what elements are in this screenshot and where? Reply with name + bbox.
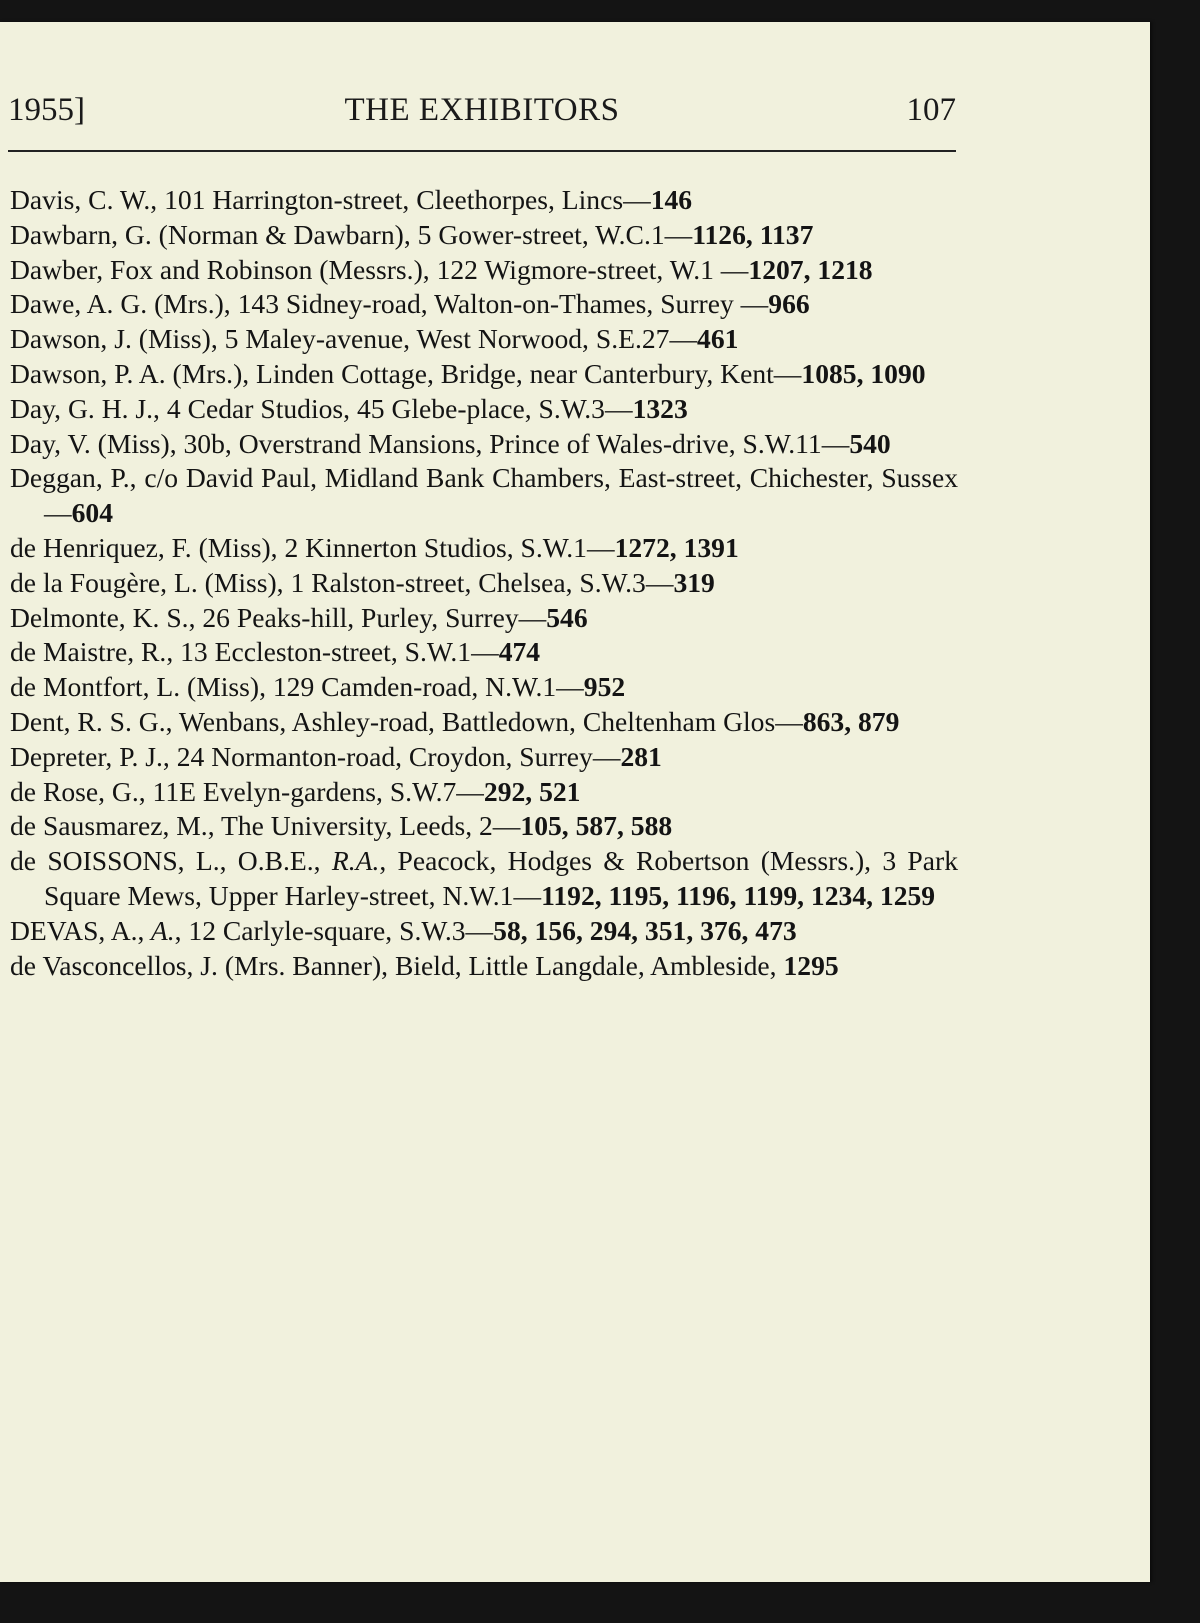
- exhibitor-entry: [10, 809, 958, 844]
- entry-name: de la Fougère, L. (Miss),: [10, 566, 284, 598]
- entry-address: 2 Kinnerton Studios, S.W.1—: [277, 531, 615, 563]
- entry-name: Dawson, J. (Miss),: [10, 323, 218, 355]
- entry-address: c/o David Paul, Midland Bank Chambers, East-street, Chichester, Sussex—: [44, 462, 958, 529]
- exhibitor-entry: [10, 322, 958, 357]
- exhibitor-entry: [10, 183, 958, 218]
- entry-name: Dawson, P. A. (Mrs.),: [10, 357, 250, 389]
- entry-address: 26 Peaks-hill, Purley, Surrey—: [195, 601, 547, 633]
- entry-numbers: 461: [697, 323, 739, 355]
- exhibitor-entry: [10, 357, 958, 392]
- header-rule: [8, 150, 956, 152]
- entry-address: 11E Evelyn-gardens, S.W.7—: [145, 775, 484, 807]
- entry-name: Davis, C. W.,: [10, 184, 158, 215]
- entry-address: The University, Leeds, 2—: [214, 810, 521, 842]
- entry-name: DEVAS, A.,: [10, 914, 145, 946]
- entry-address: 4 Cedar Studios, 45 Glebe-place, S.W.3—: [159, 392, 633, 424]
- entry-name: de Henriquez, F. (Miss),: [10, 531, 278, 563]
- entry-numbers: 105, 587, 588: [520, 810, 673, 842]
- entry-numbers: 474: [498, 636, 541, 668]
- entry-numbers: 281: [620, 740, 662, 772]
- exhibitor-entry: [10, 740, 958, 775]
- exhibitor-entry: [10, 461, 958, 531]
- entry-address: , 12 Carlyle-square, S.W.3—: [174, 914, 494, 946]
- exhibitor-entry: [10, 218, 958, 253]
- entry-name: de Vasconcellos, J.: [10, 949, 218, 981]
- entry-numbers: 1126, 1137: [692, 218, 814, 250]
- exhibitor-entry: [10, 253, 958, 288]
- entry-name: Deggan, P.,: [10, 462, 137, 494]
- entry-numbers: 1295: [783, 949, 839, 981]
- entry-address: Linden Cottage, Bridge, near Canterbury, Kent—: [249, 357, 802, 389]
- entry-name: Day, G. H. J.,: [10, 392, 160, 424]
- entry-name: Dawber, Fox and Robinson (Messrs.),: [10, 253, 430, 285]
- entry-address: Wenbans, Ashley-road, Battledown, Cheltenham Glos—: [172, 705, 803, 737]
- entry-address: (Mrs. Banner), Bield, Little Langdale, Ambleside,: [217, 949, 784, 981]
- entry-numbers: 58, 156, 294, 351, 376, 473: [493, 914, 797, 946]
- entry-address: 1 Ralston-street, Chelsea, S.W.3—: [283, 566, 674, 598]
- exhibitor-entry: [10, 670, 958, 705]
- exhibitor-entry: [10, 635, 958, 670]
- entry-name: de Rose, G.,: [10, 775, 146, 807]
- exhibitor-entry: [10, 914, 958, 949]
- entry-honor: R.A.: [320, 845, 380, 877]
- entry-address: 13 Eccleston-street, S.W.1—: [173, 636, 499, 668]
- entry-numbers: 292, 521: [483, 775, 581, 807]
- entry-name: de Sausmarez, M.,: [10, 810, 215, 842]
- entry-address: 101 Harrington-street, Cleethorpes, Lincs—: [157, 184, 651, 215]
- entry-address: , Peacock, Hodges & Robertson (Messrs.), 3 Park Square Mews, Upper Harley-street, N.W.1—: [44, 845, 958, 911]
- entry-numbers: 146: [650, 184, 693, 215]
- exhibitor-entry: [10, 775, 958, 810]
- entry-address: 5 Maley-avenue, West Norwood, S.E.27—: [217, 323, 698, 355]
- entry-numbers: 546: [546, 601, 588, 633]
- header-year: 1955]: [8, 92, 85, 128]
- entry-numbers: 604: [71, 497, 113, 529]
- entry-numbers: 319: [673, 566, 715, 598]
- exhibitor-entry: [10, 566, 958, 601]
- entry-numbers: 1085, 1090: [801, 357, 926, 389]
- exhibitor-entry: [10, 705, 958, 740]
- entry-numbers: 863, 879: [802, 705, 900, 737]
- entry-address: (Norman & Dawbarn), 5 Gower-street, W.C.1—: [151, 218, 693, 250]
- exhibitor-entry: [10, 287, 958, 322]
- entry-numbers: 540: [849, 427, 891, 459]
- header-title: THE EXHIBITORS: [344, 92, 620, 128]
- exhibitor-entry: [10, 392, 958, 427]
- exhibitor-entry: [10, 531, 958, 566]
- entry-address: 30b, Overstrand Mansions, Prince of Wales-drive, S.W.11—: [176, 427, 850, 459]
- entry-name: Dawbarn, G.: [10, 218, 152, 250]
- exhibitor-entry: [10, 601, 958, 636]
- entry-name: Dawe, A. G. (Mrs.),: [10, 288, 231, 320]
- running-header: [8, 92, 956, 132]
- entry-name: de SOISSONS, L., O.B.E.,: [10, 845, 321, 877]
- exhibitor-entry: [10, 949, 958, 984]
- entry-numbers: 966: [768, 288, 810, 320]
- entry-honor: A.: [144, 914, 175, 946]
- entry-numbers: 1207, 1218: [748, 253, 873, 285]
- entry-name: Depreter, P. J.,: [10, 740, 170, 772]
- entry-name: Day, V. (Miss),: [10, 427, 177, 459]
- entry-address: 24 Normanton-road, Croydon, Surrey—: [169, 740, 621, 772]
- entry-address: 129 Camden-road, N.W.1—: [265, 671, 584, 703]
- exhibitor-entry: [10, 844, 958, 914]
- entry-address: 122 Wigmore-street, W.1 —: [429, 253, 749, 285]
- entry-address: 143 Sidney-road, Walton-on-Thames, Surrey —: [230, 288, 769, 320]
- entry-numbers: 1323: [632, 392, 688, 424]
- entry-name: Dent, R. S. G.,: [10, 705, 173, 737]
- exhibitor-list: [10, 183, 958, 983]
- entry-numbers: 952: [583, 671, 626, 703]
- exhibitor-entry: [10, 427, 958, 462]
- entry-name: de Maistre, R.,: [10, 636, 174, 668]
- page-number: 107: [906, 92, 956, 128]
- entry-numbers: 1192, 1195, 1196, 1199, 1234, 1259: [541, 879, 936, 911]
- entry-name: Delmonte, K. S.,: [10, 601, 196, 633]
- entry-name: de Montfort, L. (Miss),: [10, 671, 266, 703]
- entry-numbers: 1272, 1391: [614, 531, 739, 563]
